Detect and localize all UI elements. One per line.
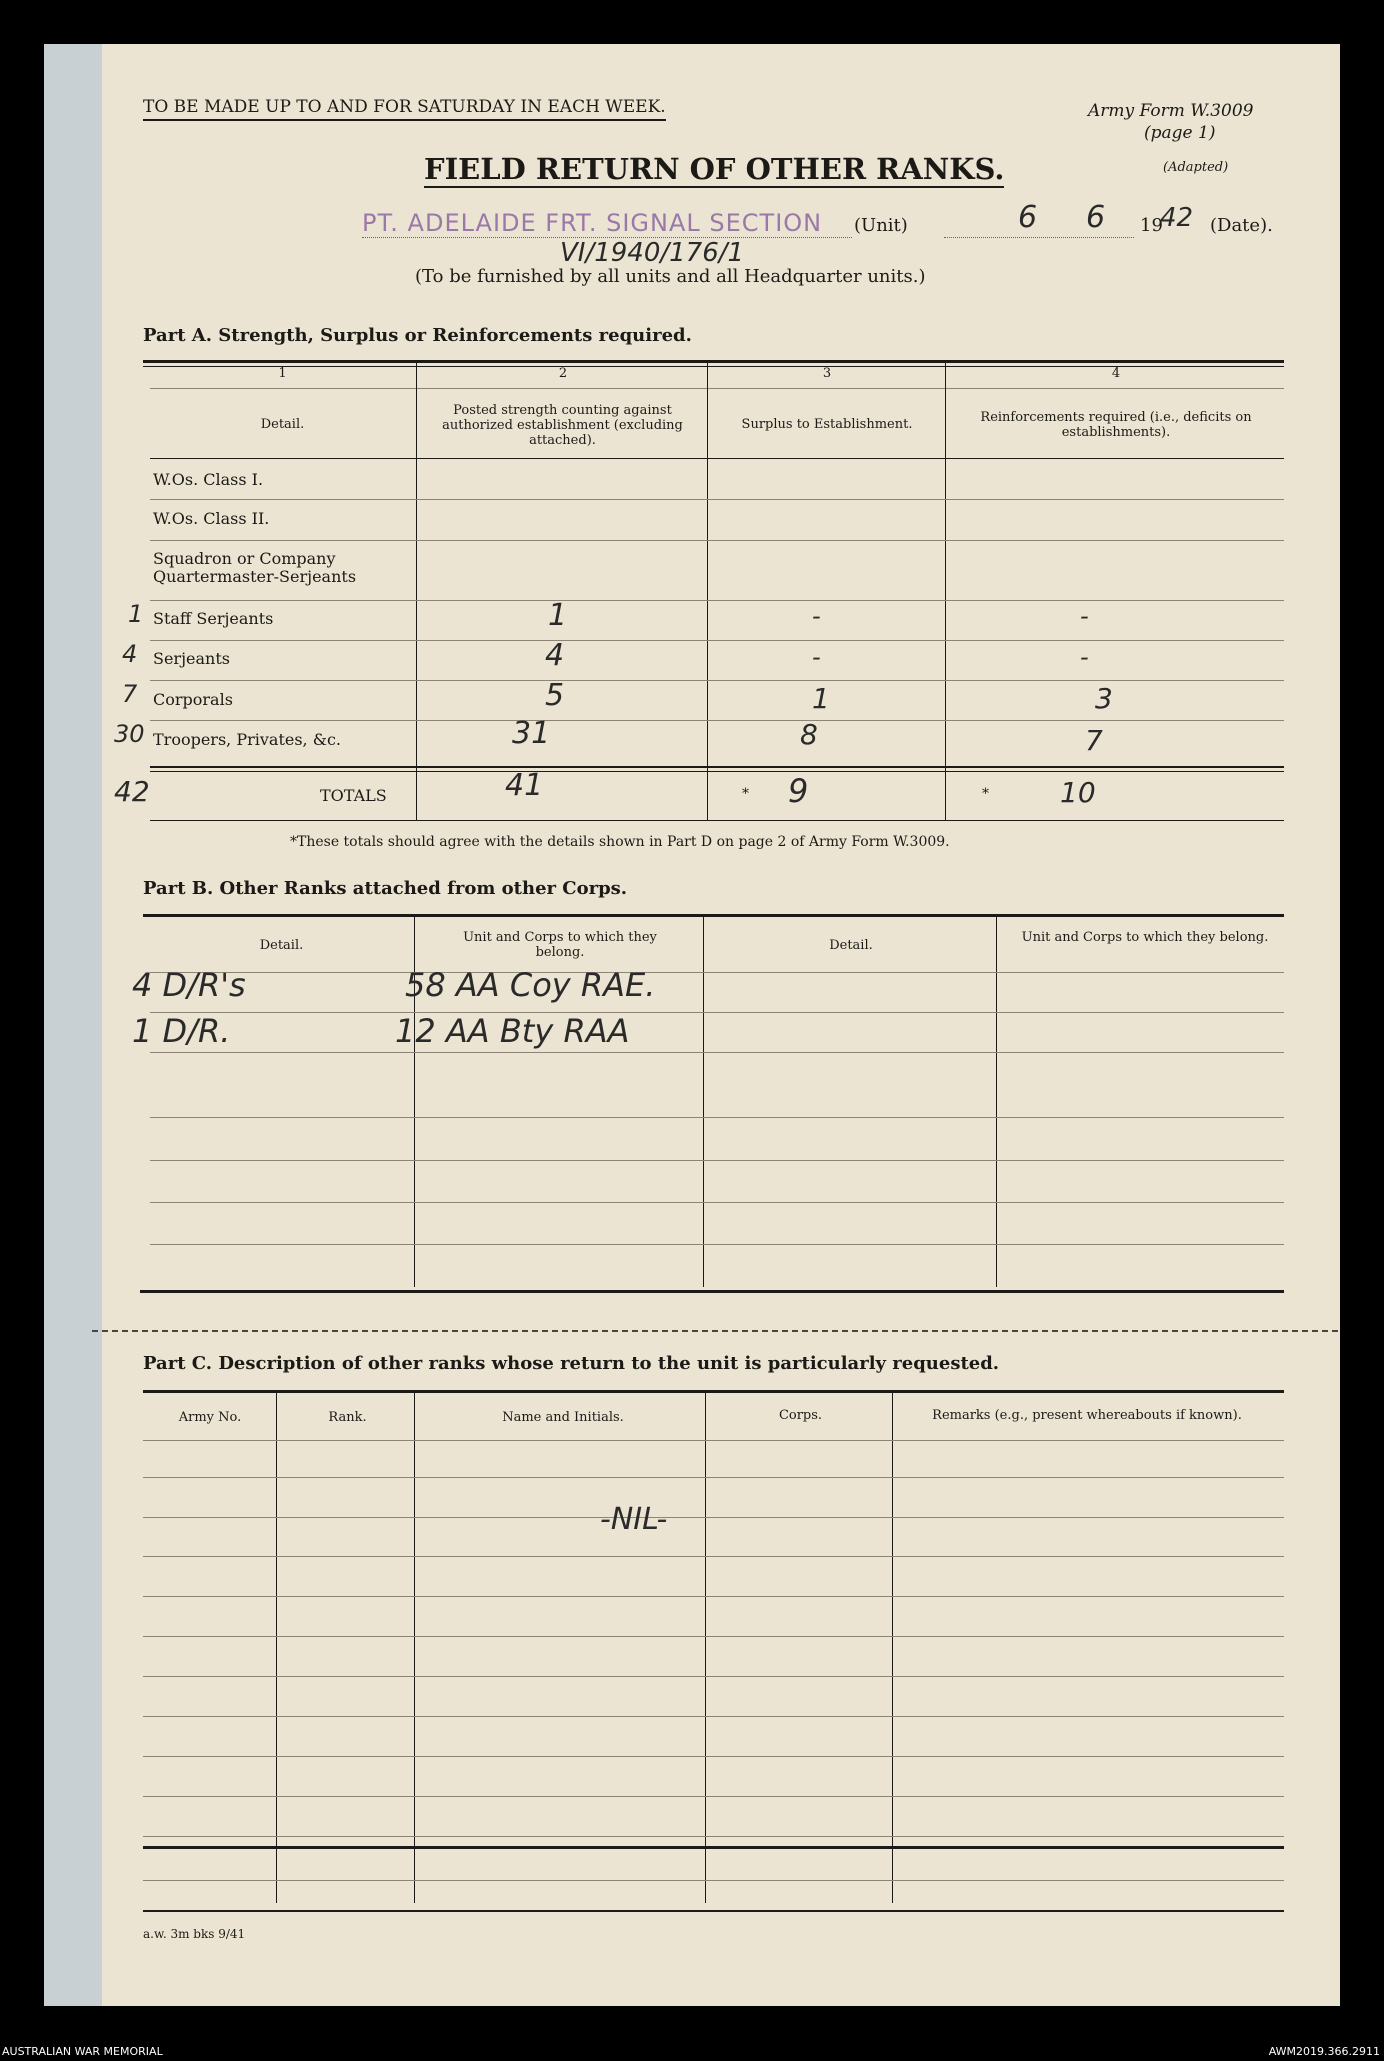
- part-c-nil-entry: -NIL-: [600, 1502, 668, 1537]
- part-c-vline-4: [892, 1393, 893, 1903]
- row-privates-posted: 31: [512, 716, 551, 751]
- part-a-top-rule: [143, 360, 1284, 363]
- part-c-header-rule: [143, 1440, 1284, 1441]
- row-privates-margin: 30: [114, 720, 145, 748]
- row-staff-serjeants-surplus: -: [812, 602, 821, 630]
- part-b-entry-2-unit: 12 AA Bty RAA: [395, 1012, 630, 1050]
- reference-number: VI/1940/176/1: [560, 238, 745, 268]
- row-rule: [150, 499, 1284, 500]
- date-label: (Date).: [1210, 215, 1273, 236]
- row-privates-reinf: 7: [1085, 724, 1103, 757]
- totals-bottom-rule: [150, 820, 1284, 821]
- row-rule: [150, 600, 1284, 601]
- part-c-col-remarks: Remarks (e.g., present whereabouts if known).: [932, 1408, 1242, 1423]
- part-c-end-rule: [143, 1910, 1284, 1912]
- row-rule: [143, 1796, 1284, 1797]
- part-c-vline-1: [276, 1393, 277, 1903]
- part-a-header-rule: [150, 458, 1284, 459]
- totals-posted: 41: [505, 768, 544, 803]
- part-a-col-reinf: Reinforcements required (i.e., deficits on establishments).: [980, 410, 1252, 440]
- row-rule: [143, 1756, 1284, 1757]
- row-rule: [143, 1836, 1284, 1837]
- form-subtitle: (To be furnished by all units and all Headquarter units.): [415, 266, 926, 287]
- row-rule: [143, 1716, 1284, 1717]
- part-a-col-posted: Posted strength counting against authorized establishment (excluding attached).: [442, 403, 683, 448]
- row-rule: [150, 1244, 1284, 1245]
- totals-margin: 42: [114, 775, 150, 808]
- print-code: a.w. 3m bks 9/41: [143, 1927, 246, 1941]
- part-b-bottom-rule: [140, 1290, 1284, 1293]
- row-rule: [150, 1012, 1284, 1013]
- part-b-col-unit-2: Unit and Corps to which they belong.: [1021, 930, 1269, 945]
- part-c-col-army-no: Army No.: [178, 1410, 242, 1425]
- year-suffix: 42: [1160, 203, 1194, 233]
- row-corporals-posted: 5: [545, 678, 565, 713]
- part-c-vline-2: [414, 1393, 415, 1903]
- part-b-top-rule: [143, 914, 1284, 917]
- row-serjeants-surplus: -: [812, 643, 821, 671]
- row-staff-serjeants: Staff Serjeants: [153, 609, 274, 628]
- row-wo-class-1: W.Os. Class I.: [153, 470, 264, 489]
- archive-reference: AWM2019.366.2911: [1268, 2045, 1380, 2058]
- row-rule: [143, 1596, 1284, 1597]
- row-privates: Troopers, Privates, &c.: [153, 730, 342, 749]
- row-staff-serjeants-posted: 1: [548, 598, 568, 633]
- row-corporals: Corporals: [153, 690, 233, 709]
- row-rule: [150, 1117, 1284, 1118]
- part-a-colnum-2: 2: [558, 366, 568, 381]
- part-a-colnum-1: 1: [278, 366, 287, 381]
- date-month: 6: [1086, 200, 1106, 235]
- row-serjeants: Serjeants: [153, 649, 230, 668]
- part-b-col-detail-2: Detail.: [829, 938, 873, 953]
- form-adapted: (Adapted): [1163, 160, 1229, 175]
- archive-institution: AUSTRALIAN WAR MEMORIAL: [2, 2045, 163, 2058]
- part-a-colnum-3: 3: [822, 366, 832, 381]
- row-staff-serjeants-reinf: -: [1080, 602, 1089, 630]
- row-rule: [150, 540, 1284, 541]
- row-rule: [150, 640, 1284, 641]
- part-c-col-name: Name and Initials.: [502, 1410, 624, 1425]
- row-staff-serjeants-margin: 1: [128, 600, 144, 628]
- totals-top-rule: [150, 766, 1284, 768]
- part-c-vline-3: [705, 1393, 706, 1903]
- part-a-colnum-rule: [150, 388, 1284, 389]
- part-a-vline-1: [416, 360, 417, 820]
- row-rule: [150, 1160, 1284, 1161]
- part-c-title: Part C. Description of other ranks whose return to the unit is particularly requested.: [143, 1353, 1000, 1374]
- row-rule: [150, 680, 1284, 681]
- row-rule: [143, 1636, 1284, 1637]
- totals-reinf: 10: [1060, 776, 1096, 809]
- totals-top-rule-2: [150, 771, 1284, 772]
- row-rule: [143, 1517, 1284, 1518]
- row-rule: [143, 1880, 1284, 1881]
- totals-reinf-asterisk: *: [982, 786, 989, 802]
- row-corporals-surplus: 1: [812, 682, 830, 715]
- row-rule: [143, 1676, 1284, 1677]
- part-b-col-unit-1: Unit and Corps to which they belong.: [463, 930, 657, 960]
- part-c-bottom-rule: [143, 1846, 1284, 1849]
- unit-label: (Unit): [854, 215, 908, 236]
- part-a-col-surplus: Surplus to Establishment.: [741, 417, 913, 432]
- totals-label: TOTALS: [320, 786, 387, 805]
- totals-surplus-asterisk: *: [742, 786, 749, 802]
- date-day: 6: [1018, 200, 1038, 235]
- year-prefix: 19: [1140, 215, 1163, 236]
- part-a-note: *These totals should agree with the details shown in Part D on page 2 of Army Form W.3009.: [290, 834, 950, 850]
- row-cqms: Squadron or Company Quartermaster-Serjeants: [153, 549, 357, 586]
- row-corporals-margin: 7: [122, 680, 138, 708]
- part-a-title: Part A. Strength, Surplus or Reinforcements required.: [143, 325, 692, 346]
- row-rule: [150, 1202, 1284, 1203]
- unit-stamp: PT. ADELAIDE FRT. SIGNAL SECTION: [362, 209, 823, 237]
- part-b-col-detail-1: Detail.: [259, 938, 304, 953]
- row-serjeants-reinf: -: [1080, 643, 1089, 671]
- row-rule: [143, 1477, 1284, 1478]
- row-serjeants-margin: 4: [122, 640, 138, 668]
- part-b-header-rule: [150, 972, 1284, 973]
- row-corporals-reinf: 3: [1095, 682, 1113, 715]
- totals-surplus: 9: [788, 772, 809, 810]
- row-rule: [143, 1556, 1284, 1557]
- part-c-col-rank: Rank.: [328, 1410, 367, 1425]
- instruction-line: TO BE MADE UP TO AND FOR SATURDAY IN EACH WEEK.: [143, 97, 666, 121]
- part-a-colnum-4: 4: [1111, 366, 1121, 381]
- part-c-top-rule: [143, 1390, 1284, 1393]
- part-a-col-detail: Detail.: [260, 417, 305, 432]
- part-a-vline-2: [707, 360, 708, 820]
- part-c-col-corps: Corps.: [778, 1408, 823, 1423]
- part-b-entry-1-unit: 58 AA Coy RAE.: [405, 966, 656, 1004]
- form-page: (page 1): [1144, 123, 1216, 143]
- part-a-vline-3: [945, 360, 946, 820]
- date-dotted-line: [944, 237, 1134, 238]
- row-serjeants-posted: 4: [545, 638, 565, 673]
- left-paper-strip: [44, 44, 102, 2006]
- row-wo-class-2: W.Os. Class II.: [153, 509, 270, 528]
- perforation-line: [92, 1330, 1338, 1332]
- row-rule: [150, 720, 1284, 721]
- part-b-title: Part B. Other Ranks attached from other Corps.: [143, 878, 628, 899]
- row-privates-surplus: 8: [800, 718, 818, 751]
- part-b-entry-1-detail: 4 D/R's: [132, 966, 246, 1004]
- form-id: Army Form W.3009: [1088, 101, 1254, 121]
- part-b-entry-2-detail: 1 D/R.: [132, 1012, 231, 1050]
- row-rule: [150, 1052, 1284, 1053]
- form-title: FIELD RETURN OF OTHER RANKS.: [424, 152, 1005, 186]
